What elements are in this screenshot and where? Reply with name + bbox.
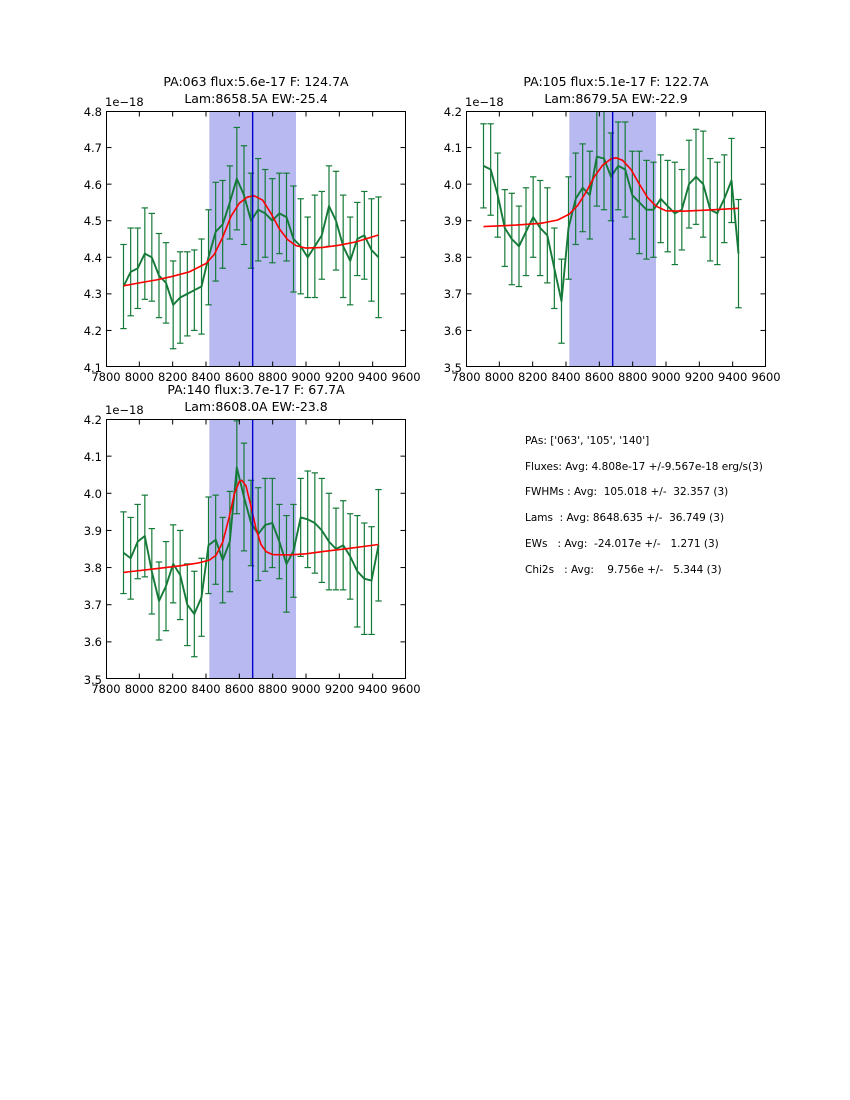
x-tick-label: 8800 (618, 370, 648, 384)
stats-line-5: Chi2s : Avg: 9.756e +/- 5.344 (3) (525, 563, 722, 576)
y-tick-label: 3.8 (83, 561, 102, 576)
x-tick-label: 7800 (91, 682, 121, 696)
subplot-1-axes (466, 111, 766, 367)
x-tick-label: 8600 (224, 370, 254, 384)
y-tick-label: 3.5 (83, 672, 102, 687)
x-tick-label: 9600 (391, 370, 421, 384)
x-tick-label: 9000 (651, 370, 681, 384)
stats-line-4: EWs : Avg: -24.017e +/- 1.271 (3) (525, 537, 719, 550)
x-tick-label: 9000 (291, 682, 321, 696)
x-tick-label: 7800 (91, 370, 121, 384)
x-tick-label: 8400 (191, 682, 221, 696)
subplot-0-title-line2: Lam:8658.5A EW:-25.4 (184, 91, 328, 106)
y-tick-label: 4.2 (443, 104, 462, 119)
y-tick-label: 4.2 (83, 412, 102, 427)
x-tick-label: 9200 (324, 370, 354, 384)
y-tick-label: 3.6 (443, 323, 462, 338)
subplot-1-offset-label: 1e−18 (465, 95, 504, 109)
y-tick-label: 3.5 (443, 360, 462, 375)
x-tick-label: 8200 (518, 370, 548, 384)
x-tick-label: 7800 (451, 370, 481, 384)
y-tick-label: 4.6 (83, 177, 102, 192)
x-tick-label: 8200 (158, 682, 188, 696)
y-tick-label: 4.1 (83, 449, 102, 464)
x-tick-label: 8600 (224, 682, 254, 696)
y-tick-label: 4.7 (83, 141, 102, 156)
x-tick-label: 8200 (158, 370, 188, 384)
subplot-1-title-line1: PA:105 flux:5.1e-17 F: 122.7A (523, 74, 709, 89)
subplot-0-offset-label: 1e−18 (105, 95, 144, 109)
y-tick-label: 3.9 (83, 523, 102, 538)
subplot-2-title-line1: PA:140 flux:3.7e-17 F: 67.7A (167, 382, 345, 397)
stats-line-1: Fluxes: Avg: 4.808e-17 +/-9.567e-18 erg/s(3) (525, 460, 763, 473)
y-tick-label: 4.4 (83, 250, 102, 265)
y-tick-label: 4.0 (83, 486, 102, 501)
y-tick-label: 3.9 (443, 214, 462, 229)
y-tick-label: 3.6 (83, 635, 102, 650)
x-tick-label: 8400 (551, 370, 581, 384)
subplot-2-offset-label: 1e−18 (105, 403, 144, 417)
y-tick-label: 3.7 (83, 598, 102, 613)
x-tick-label: 9400 (358, 682, 388, 696)
y-tick-label: 4.0 (443, 177, 462, 192)
x-tick-label: 8000 (124, 682, 154, 696)
x-tick-label: 9600 (751, 370, 781, 384)
x-tick-label: 9200 (684, 370, 714, 384)
y-tick-label: 4.3 (83, 287, 102, 302)
x-tick-label: 8000 (124, 370, 154, 384)
x-tick-label: 9400 (718, 370, 748, 384)
x-tick-label: 8600 (584, 370, 614, 384)
y-tick-label: 4.8 (83, 104, 102, 119)
subplot-1-title-line2: Lam:8679.5A EW:-22.9 (544, 91, 688, 106)
y-tick-label: 4.1 (443, 141, 462, 156)
y-tick-label: 3.7 (443, 287, 462, 302)
stats-panel (525, 435, 845, 595)
subplot-0-title-line1: PA:063 flux:5.6e-17 F: 124.7A (163, 74, 349, 89)
x-tick-label: 9600 (391, 682, 421, 696)
x-tick-label: 9000 (291, 370, 321, 384)
stats-line-2: FWHMs : Avg: 105.018 +/- 32.357 (3) (525, 486, 729, 499)
subplot-0-axes (106, 111, 406, 367)
x-tick-label: 8800 (258, 370, 288, 384)
x-tick-label: 9400 (358, 370, 388, 384)
subplot-2-title-line2: Lam:8608.0A EW:-23.8 (184, 399, 328, 414)
x-tick-label: 8400 (191, 370, 221, 384)
x-tick-label: 8000 (484, 370, 514, 384)
y-tick-label: 4.5 (83, 214, 102, 229)
subplot-2-axes (106, 419, 406, 679)
y-tick-label: 3.8 (443, 250, 462, 265)
y-tick-label: 4.1 (83, 360, 102, 375)
x-tick-label: 8800 (258, 682, 288, 696)
y-tick-label: 4.2 (83, 323, 102, 338)
stats-line-3: Lams : Avg: 8648.635 +/- 36.749 (3) (525, 512, 725, 525)
stats-line-0: PAs: ['063', '105', '140'] (525, 435, 650, 447)
x-tick-label: 9200 (324, 682, 354, 696)
